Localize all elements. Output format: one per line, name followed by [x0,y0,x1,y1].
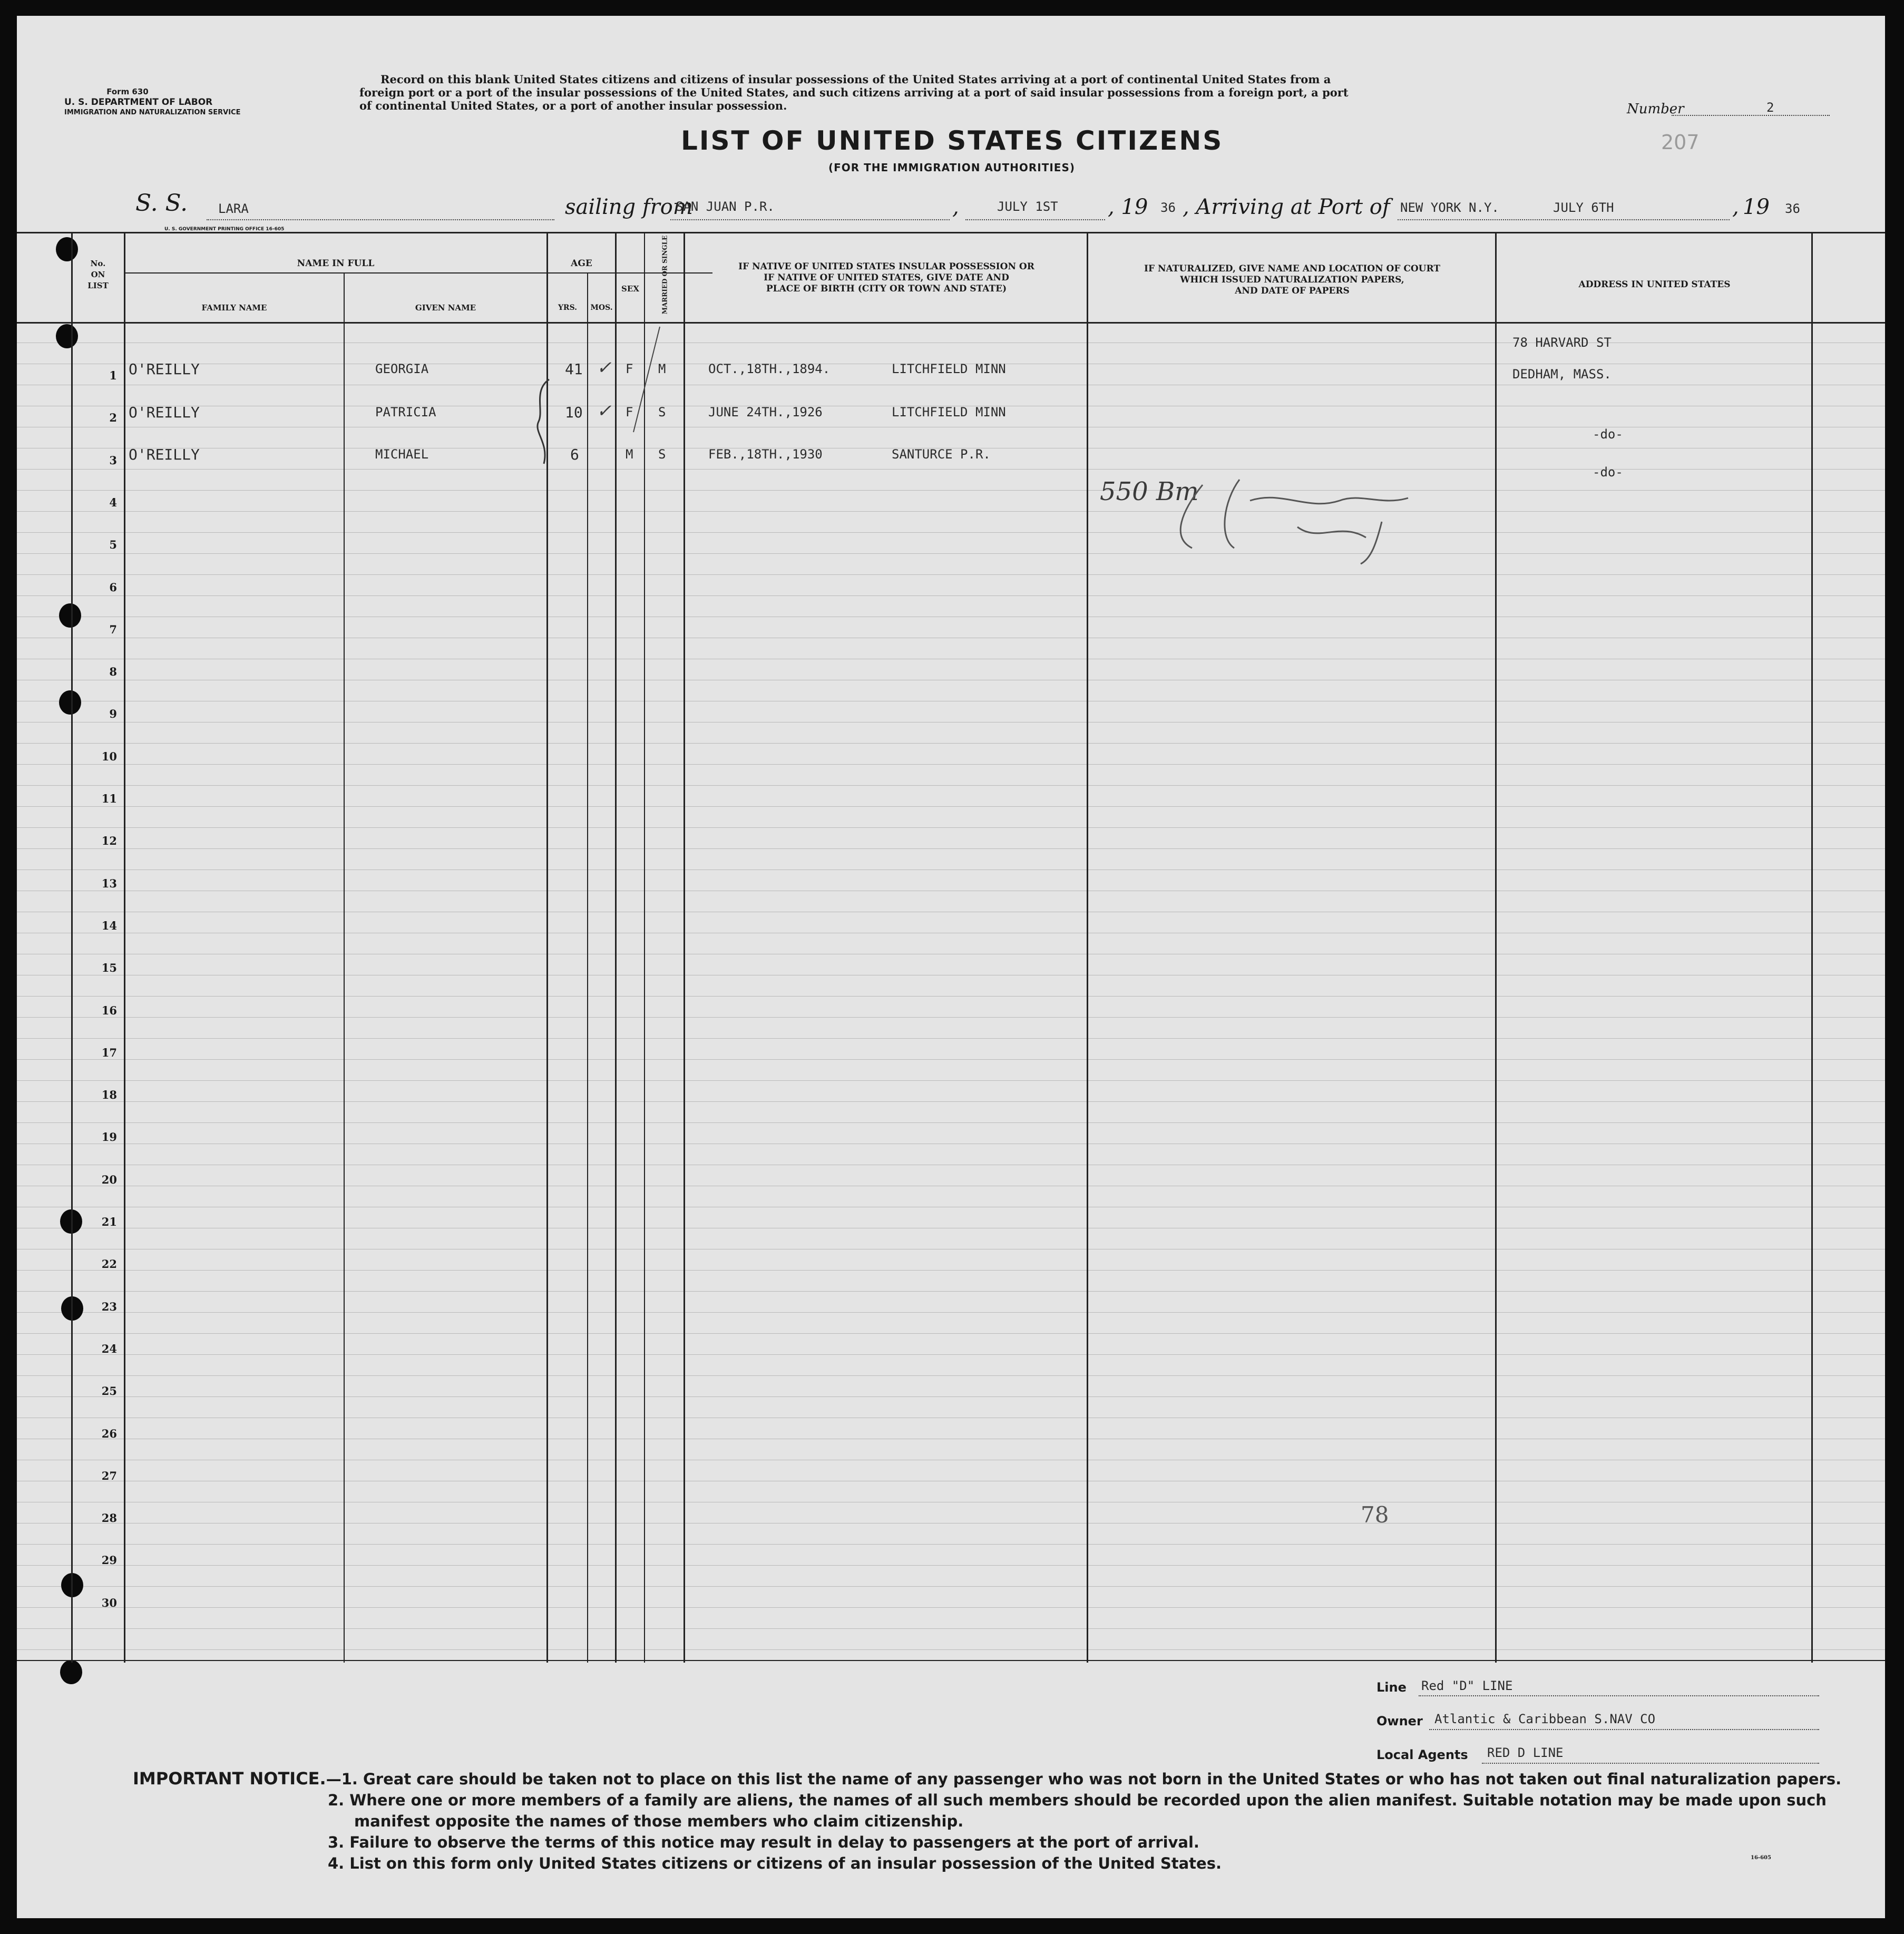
ruled-line [17,806,1885,807]
ruled-line [17,785,1885,786]
col-yrs: YRS. [558,304,578,312]
table-bottom-rule [17,1660,1885,1661]
ruled-line [17,595,1885,596]
punch-hole [60,1660,82,1684]
row-number: 30 [101,1596,117,1609]
row-number: 5 [109,538,117,552]
col-divider [615,232,617,1663]
age-yrs: 10 [565,404,583,421]
col-naturalized: IF NATURALIZED, GIVE NAME AND LOCATION OF COURT WHICH ISSUED NATURALIZATION PAPERS, AND DATE OF PAPERS [1144,263,1440,296]
department: U. S. DEPARTMENT OF LABOR [64,97,213,108]
col-age: AGE [571,258,592,269]
local-agents-value: RED D LINE [1487,1745,1564,1760]
ruled-line [17,1586,1885,1587]
number-value: 2 [1766,100,1774,115]
notice-line: 4. List on this form only United States citizens or citizens of an insular possession of the United States. [328,1854,1222,1872]
gpo-note: U. S. GOVERNMENT PRINTING OFFICE 16-605 [164,227,285,232]
ruled-line [17,1312,1885,1313]
header-bottom-rule [17,322,1885,324]
notice-line: 3. Failure to observe the terms of this notice may result in delay to passengers at the port of arrival. [328,1833,1199,1851]
row-number: 11 [101,792,117,805]
sex: F [626,362,633,376]
page-subtitle: (FOR THE IMMIGRATION AUTHORITIES) [828,161,1076,174]
row-number: 21 [101,1215,117,1228]
notice-line: IMPORTANT NOTICE.—1. Great care should be taken not to place on this list the name of any passenger who was not born in the United States or who has not taken out final naturalization papers. [133,1769,1842,1789]
address-line1: 78 HARVARD ST [1512,335,1612,350]
ruled-line [17,848,1885,849]
sex: M [626,447,633,462]
row-number: 7 [109,622,117,636]
from-line [670,219,950,220]
important-notice [133,1768,1872,1874]
address-line2: DEDHAM, MASS. [1512,367,1612,382]
row-number: 27 [101,1469,117,1482]
row-number: 15 [101,961,117,975]
punch-hole [59,690,81,715]
col-divider [1495,232,1497,1663]
ruled-line [17,1270,1885,1271]
ruled-line [17,1122,1885,1123]
col-divider [1811,232,1813,1663]
ruled-line [17,1101,1885,1102]
sailing-from-label: sailing from [565,195,693,219]
arrival-year-prefix: 19 [1743,195,1770,219]
col-divider [587,272,588,1663]
marital: S [658,405,666,419]
age-yrs: 6 [570,446,579,463]
table-top-rule [17,232,1885,233]
arrival-date-line [1545,219,1730,220]
row-number: 17 [101,1046,117,1059]
check-mark: ✓ [597,401,612,422]
col-family-name: FAMILY NAME [201,303,267,312]
marital: S [658,447,666,462]
stamp-number: 207 [1661,131,1700,154]
line-label: Line [1376,1680,1407,1695]
ruled-line [17,1354,1885,1355]
row-number: 19 [101,1130,117,1144]
row-number: 2 [109,411,117,425]
arrival-port: NEW YORK N.Y. [1400,200,1499,215]
print-code: 16-605 [1751,1855,1771,1861]
punch-hole [59,603,81,628]
handwritten-note: 550 Bm [1100,477,1199,506]
handwritten-check-lines [623,321,665,437]
punch-hole [56,324,78,348]
arrival-year: 36 [1785,201,1800,216]
ruled-line [17,1291,1885,1292]
departure-date: JULY 1ST [997,199,1058,214]
ruled-line [17,1544,1885,1545]
service: IMMIGRATION AND NATURALIZATION SERVICE [64,109,241,116]
birth-place: LITCHFIELD MINN [892,362,1006,376]
sex: F [626,405,633,419]
given-name: PATRICIA [375,405,436,419]
ruled-line [17,1396,1885,1397]
ss-label: S. S. [135,190,188,217]
col-sex: SEX [621,284,639,294]
row-number: 9 [109,707,117,721]
ruled-line [17,743,1885,744]
family-name: O'REILLY [129,446,200,463]
notice-heading: IMPORTANT NOTICE. [133,1769,326,1789]
ruled-line [17,490,1885,491]
arriving-label: , Arriving at Port of [1183,195,1390,219]
row-number: 22 [101,1257,117,1271]
row-number: 29 [101,1554,117,1567]
sailing-from: SAN JUAN P.R. [676,199,775,214]
number-line [1672,115,1830,116]
agents-rule [1482,1763,1819,1764]
ruled-line [17,1059,1885,1060]
ruled-line [17,1017,1885,1018]
ruled-line [17,1607,1885,1608]
number-label: Number [1627,101,1684,117]
comma: , [952,195,959,219]
check-mark: ✓ [597,357,612,378]
ruled-line [17,1628,1885,1629]
age-yrs: 41 [565,360,583,378]
ruled-line [17,1038,1885,1039]
address-line1: -do- [1593,465,1623,480]
name-header-rule [125,272,712,274]
col-name-in-full: NAME IN FULL [297,258,375,269]
notice-line: manifest opposite the names of those members who claim citizenship. [354,1812,964,1830]
col-divider [124,232,125,1663]
col-insular-native: IF NATIVE OF UNITED STATES INSULAR POSSESSION OR IF NATIVE OF UNITED STATES, GIVE DATE AND PLACE OF BIRTH (CITY OR TOWN AND STATE) [738,261,1034,294]
owner-value: Atlantic & Caribbean S.NAV CO [1434,1712,1656,1726]
departure-year-prefix: , 19 [1108,195,1148,219]
birth-date: OCT.,18TH.,1894. [708,362,831,376]
ship-line [207,219,554,220]
local-agents-label: Local Agents [1376,1747,1468,1762]
family-name: O'REILLY [129,404,200,421]
ruled-line [17,764,1885,765]
ruled-line [17,1375,1885,1376]
col-divider [684,232,685,1663]
given-name: GEORGIA [375,362,429,376]
arrival-date: JULY 6TH [1553,200,1614,215]
row-number: 14 [101,919,117,932]
ruled-line [17,553,1885,554]
col-address: ADDRESS IN UNITED STATES [1578,279,1731,290]
marital: M [658,362,666,376]
ruled-line [17,1333,1885,1334]
col-no-on-list: No. ON LIST [87,259,109,290]
row-number: 8 [109,665,117,679]
col-divider [344,272,345,1663]
row-number: 16 [101,1003,117,1017]
row-number: 28 [101,1511,117,1525]
ruled-line [17,996,1885,997]
row-number: 20 [101,1173,117,1186]
birth-date: FEB.,18TH.,1930 [708,447,823,462]
col-divider [71,232,73,1663]
row-number: 3 [109,453,117,467]
line-rule [1419,1695,1819,1696]
handwritten-bracket [528,374,560,469]
family-name: O'REILLY [129,360,200,378]
ruled-line [17,1080,1885,1081]
ruled-line [17,574,1885,575]
row-number: 10 [101,749,117,763]
row-number: 25 [101,1384,117,1398]
row-number: 24 [101,1342,117,1355]
row-number: 23 [101,1300,117,1313]
birth-place: SANTURCE P.R. [892,447,991,462]
row-number: 1 [109,369,117,382]
form-number: Form 630 [106,87,149,96]
row-number: 6 [109,580,117,594]
given-name: MICHAEL [375,447,429,462]
record-instructions: Record on this blank United States citizens and citizens of insular possessions of the United States arriving at a port of continental United States from a foreign port or a port of the insular possessions of the United States, and such citizens arriving at a port of said insular possessions from a foreign port, a port of continental United States, or a port of another insular possession. [359,73,1349,112]
page-number: 78 [1361,1502,1389,1528]
col-divider [1087,232,1088,1663]
row-number: 18 [101,1088,117,1102]
ship-name: LARA [218,201,249,216]
comma: , [1732,195,1739,219]
ruled-line [17,1649,1885,1650]
birth-date: JUNE 24TH.,1926 [708,405,823,419]
depart-date-line [965,219,1105,220]
signature-scribble [1160,469,1445,569]
ruled-line [17,1565,1885,1566]
row-number: 13 [101,876,117,890]
owner-rule [1429,1729,1819,1730]
row-number: 4 [109,495,117,509]
col-married-single: MARRIED OR SINGLE [661,235,669,315]
col-given-name: GIVEN NAME [415,303,476,312]
departure-year: 36 [1160,200,1176,215]
birth-place: LITCHFIELD MINN [892,405,1006,419]
ruled-line [17,532,1885,533]
col-mos: MOS. [590,304,613,312]
row-number: 26 [101,1427,117,1440]
page-title: LIST OF UNITED STATES CITIZENS [681,125,1224,156]
notice-line: 2. Where one or more members of a family are aliens, the names of all such members should be recorded upon the alien manifest. Suitable notation may be made upon such [328,1791,1827,1809]
line-value: Red "D" LINE [1421,1678,1513,1693]
col-divider [644,232,645,1663]
manifest-sheet [17,16,1885,1918]
owner-label: Owner [1376,1714,1423,1728]
address-line1: -do- [1593,427,1623,442]
form-info [64,86,241,118]
ruled-line [17,827,1885,828]
row-number: 12 [101,834,117,848]
ruled-line [17,511,1885,512]
